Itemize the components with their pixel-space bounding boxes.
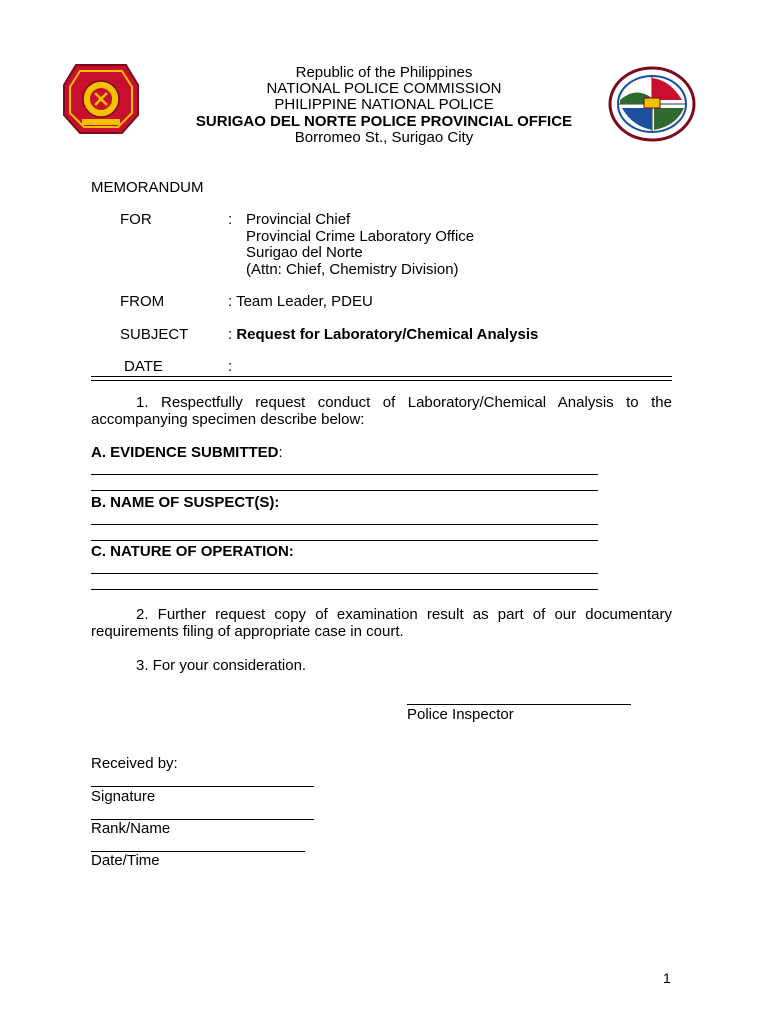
received-signature-label: Signature [91,788,156,805]
for-line-2: Provincial Crime Laboratory Office [246,228,475,245]
section-c-blank-2 [91,589,598,590]
section-c-blank-1 [91,573,598,574]
for-label: FOR [120,211,152,228]
subject-label: SUBJECT [120,326,189,343]
section-a-blank-2 [91,490,598,491]
received-by-label: Received by: [91,755,178,772]
header-pnp: PHILIPPINE NATIONAL POLICE [274,96,494,113]
from-label: FROM [120,293,165,310]
header-address: Borromeo St., Surigao City [294,129,474,146]
memo-title: MEMORANDUM [91,179,204,196]
page-number: 1 [663,970,671,986]
section-b-blank-2 [91,540,598,541]
received-signature-line [91,786,314,787]
header-republic: Republic of the Philippines [295,64,473,81]
signature-title: Police Inspector [407,706,514,723]
subject-line [228,326,538,343]
section-b-blank-1 [91,524,598,525]
subject-colon: : [228,326,237,343]
section-a-colon: : [278,444,283,461]
section-a-title: A. EVIDENCE SUBMITTED [91,444,279,461]
section-a-blank-1 [91,474,598,475]
header-office: SURIGAO DEL NORTE POLICE PROVINCIAL OFFICE [195,113,573,130]
for-line-4: (Attn: Chief, Chemistry Division) [246,261,459,278]
divider-rule-bottom [91,380,672,381]
section-a-heading [91,444,283,461]
for-line-3: Surigao del Norte [246,244,363,261]
for-colon: : [228,211,233,228]
date-label: DATE [124,358,163,375]
divider-rule-top [91,376,672,377]
date-colon: : [228,358,233,375]
received-date-label: Date/Time [91,852,160,869]
from-value: : Team Leader, PDEU [228,293,373,310]
section-c-heading: C. NATURE OF OPERATION: [91,543,294,560]
subject-value: Request for Laboratory/Chemical Analysis [236,326,539,343]
section-b-heading: B. NAME OF SUSPECT(S): [91,494,280,511]
received-rank-label: Rank/Name [91,820,171,837]
header-napolcom: NATIONAL POLICE COMMISSION [266,80,502,97]
paragraph-1: 1. Respectfully request conduct of Laboratory/Chemical Analysis to the accompanying specimen describe below: [91,394,672,428]
for-line-1: Provincial Chief [246,211,351,228]
signature-line [407,704,631,705]
paragraph-3: 3. For your consideration. [136,657,307,674]
paragraph-2: 2. Further request copy of examination result as part of our documentary requirements filing of appropriate case in court. [91,606,672,640]
